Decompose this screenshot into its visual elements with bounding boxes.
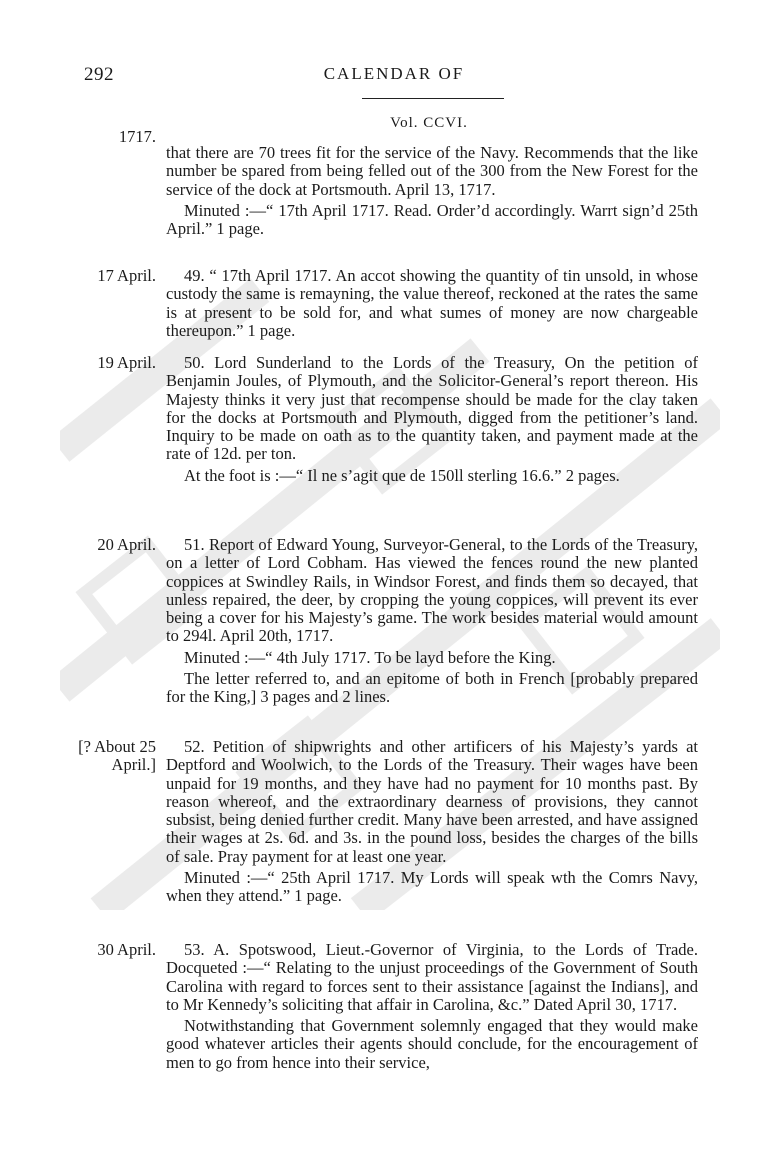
entry-paragraph: Minuted :—“ 25th April 1717. My Lords will speak wth the Comrs Navy, when they attend.” 1 page. [166, 868, 698, 906]
entry-paragraph: Notwithstanding that Government solemnly engaged that they would make good whatever articles their agents should conclude, for the encouragement of men to go from hence into their service, [166, 1016, 698, 1072]
entry-content [166, 536, 698, 707]
entry-date: 17 April. [97, 266, 156, 285]
entry-content [166, 354, 698, 485]
entry-paragraph: 51. Report of Edward Young, Surveyor-General, to the Lords of the Treasury, on a letter of Lord Cobham. Has viewed the fences round the new planted coppices at Swindley Rails, in Windsor Forest, and finds them so decayed, that unless repaired, the deer, by cropping the young coppices, will prevent its ever being a cover for his Majesty’s game. The work besides material would amount to 294l. April 20th, 1717. [166, 535, 698, 646]
page-number: 292 [84, 64, 114, 85]
entry-date: 19 April. [97, 353, 156, 372]
entry-content [166, 267, 698, 340]
entry-date: 1717. [118, 127, 156, 146]
entry-date: [? About 25 April.] [78, 737, 156, 775]
entry-paragraph: Minuted :—“ 17th April 1717. Read. Order’d accordingly. Warrt sign’d 25th April.” 1 page. [166, 200, 698, 239]
header-rule [362, 98, 504, 99]
entry-content [166, 738, 698, 906]
entry-paragraph: 49. “ 17th April 1717. An accot showing the quantity of tin unsold, in whose custody the same is remayning, the value thereof, reckoned at the rates the same is at present to be sold for, and what sumes of money are now chargeable thereupon.” 1 page. [166, 266, 698, 340]
entry-paragraph: 50. Lord Sunderland to the Lords of the Treasury, On the petition of Benjamin Joules, of Plymouth, and the Solicitor-General’s report thereon. His Majesty thinks it very just that recompense should be made for the clay taken for the docks at Portsmouth and Plymouth, digged from the petitioner’s land. Inquiry to be made on oath as to the quantity taken, and payment made at the rate of 12d. per ton. [166, 353, 698, 464]
entry-paragraph: that there are 70 trees fit for the service of the Navy. Recommends that the like number be spared from being felled out of the 300 from the New Forest for the service of the dock at Portsmouth. April 13, 1717. [166, 143, 698, 199]
entry-paragraph: At the foot is :—“ Il ne s’agit que de 150ll sterling 16.6.” 2 pages. [184, 465, 620, 485]
entry-paragraph: 52. Petition of shipwrights and other artificers of his Majesty’s yards at Deptford and Woolwich, to the Lords of the Treasury. Their wages have been unpaid for 19 months, and they have had no payment for 10 months past. By reason whereof, and the extraordinary dearness of provisions, they cannot subsist, being denied further credit. Many have been arrested, and have assigned their wages at 2s. 6d. and 3s. in the pound loss, besides the charges of the bills of sale. Pray payment for at least one year. [166, 737, 698, 866]
entry-date: 20 April. [97, 535, 156, 554]
running-title: CALENDAR OF [323, 64, 465, 83]
entry-paragraph: Minuted :—“ 4th July 1717. To be layd before the King. [184, 647, 556, 667]
entry-paragraph: 53. A. Spotswood, Lieut.-Governor of Virginia, to the Lords of Trade. Docqueted :—“ Relating to the unjust proceedings of the Government of South Carolina with regard to forces sent to their assistance [against the Indians], and to Mr Kennedy’s soliciting that affair in Carolina, &c.” Dated April 30, 1717. [166, 940, 698, 1014]
entry-content [166, 941, 698, 1072]
entry-date: 30 April. [97, 940, 156, 959]
entry-paragraph: The letter referred to, and an epitome of both in French [probably prepared for the King,] 3 pages and 2 lines. [166, 669, 698, 707]
entry-content [166, 128, 698, 238]
page-header [84, 64, 704, 88]
volume-heading: Vol. CCVI. [390, 115, 468, 131]
